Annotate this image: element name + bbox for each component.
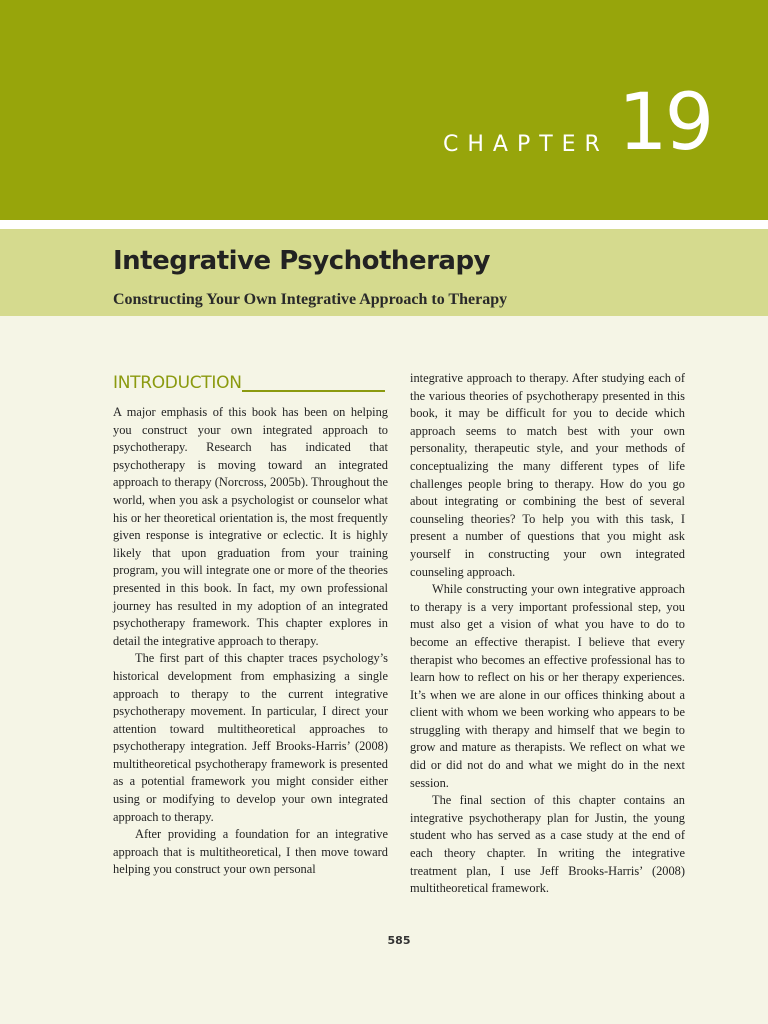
section-heading-rule: [242, 390, 385, 392]
chapter-title: Integrative Psychotherapy: [113, 246, 491, 276]
right-column: [410, 370, 685, 898]
paragraph: The first part of this chapter traces psychology’s historical development from emphasizing a single approach to therapy to the current integrative psychotherapy movement. In particular, I direct your attention toward multitheoretical approaches to psychotherapy integration. Jeff Brooks-Harris’ (2008) multitheoretical psychotherapy framework is presented as a potential framework you might consider either using or modifying to develop your own integrated approach to therapy.: [113, 651, 388, 824]
chapter-subtitle: Constructing Your Own Integrative Approach to Therapy: [113, 291, 508, 308]
chapter-label: CHAPTER: [443, 132, 609, 157]
header-divider: [0, 220, 768, 229]
paragraph: integrative approach to therapy. After studying each of the various theories of psychotherapy presented in this book, it may be difficult for you to decide which approach seems to match best with your own personality, therapeutic style, and your methods of conceptualizing the many different types of life challenges people bring to therapy. How do you go about integrating or combining the best of several counseling theories? To help you with this task, I present a number of questions that you might ask yourself in constructing your own integrated counseling approach.: [410, 371, 685, 579]
paragraph: The final section of this chapter contains an integrative psychotherapy plan for Justin, the young student who has served as a case study at the end of each theory chapter. In writing the integrative treatment plan, I use Jeff Brooks-Harris’ (2008) multitheoretical framework.: [410, 793, 685, 896]
paragraph: After providing a foundation for an integrative approach that is multitheoretical, I then move toward helping you construct your own personal: [113, 827, 388, 877]
paragraph: While constructing your own integrative approach to therapy is a very important professional step, you must also get a vision of what you have to do to become an effective therapist. I believe that every therapist who becomes an effective professional has to learn how to reflect on his or her therapy experiences. It’s when we are alone in our offices thinking about a client with whom we been working who appears to be struggling with therapy and himself that we begin to grow and mature as therapists. We reflect on what we did or did not do and what we might do in the next session.: [410, 582, 685, 790]
left-column: [113, 404, 388, 879]
chapter-number: 19: [618, 78, 712, 168]
section-heading: INTRODUCTION: [113, 373, 242, 393]
page-number: 585: [387, 934, 411, 947]
paragraph: A major emphasis of this book has been on helping you construct your own integrated approach to psychotherapy. Research has indicated that psychotherapy is moving toward an integrated approach to therapy (Norcross, 2005b). Throughout the world, when you ask a psychologist or counselor what his or her theoretical orientation is, the most frequently given response is integrative or eclectic. It is highly likely that upon graduation from your training program, you will integrate one or more of the theories presented in this book. In fact, my own professional journey has resulted in my adoption of an integrated psychotherapy framework. This chapter explores in detail the integrative approach to therapy.: [113, 405, 388, 648]
